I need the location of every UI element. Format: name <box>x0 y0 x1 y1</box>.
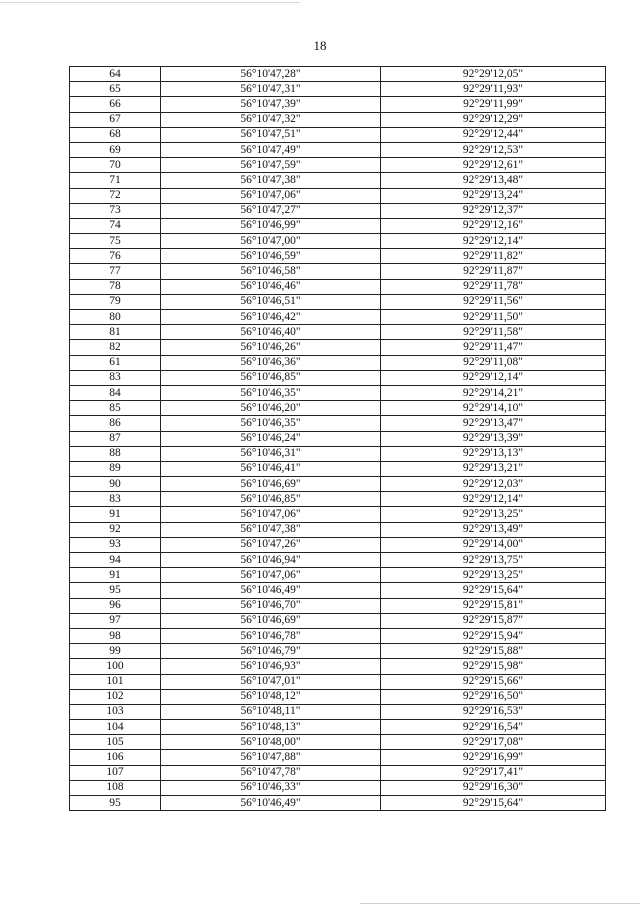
point-number-cell: 76 <box>70 249 161 264</box>
latitude-cell: 56°10'47,28" <box>161 67 381 82</box>
point-number-cell: 81 <box>70 325 161 340</box>
point-number-cell: 95 <box>70 583 161 598</box>
latitude-cell: 56°10'46,69" <box>161 477 381 492</box>
point-number-cell: 69 <box>70 142 161 157</box>
table-row <box>70 370 606 385</box>
table-row <box>70 142 606 157</box>
latitude-cell: 56°10'47,00" <box>161 234 381 249</box>
point-number-cell: 91 <box>70 568 161 583</box>
latitude-cell: 56°10'46,58" <box>161 264 381 279</box>
table-row <box>70 644 606 659</box>
longitude-cell: 92°29'12,37" <box>381 203 606 218</box>
latitude-cell: 56°10'46,85" <box>161 492 381 507</box>
table-row <box>70 355 606 370</box>
table-row <box>70 401 606 416</box>
table-row <box>70 67 606 82</box>
longitude-cell: 92°29'12,29" <box>381 112 606 127</box>
table-row <box>70 325 606 340</box>
point-number-cell: 66 <box>70 97 161 112</box>
point-number-cell: 107 <box>70 765 161 780</box>
table-row <box>70 522 606 537</box>
point-number-cell: 100 <box>70 659 161 674</box>
longitude-cell: 92°29'11,99" <box>381 97 606 112</box>
table-row <box>70 507 606 522</box>
latitude-cell: 56°10'47,88" <box>161 750 381 765</box>
table-row <box>70 279 606 294</box>
longitude-cell: 92°29'17,41" <box>381 765 606 780</box>
longitude-cell: 92°29'14,00" <box>381 537 606 552</box>
point-number-cell: 71 <box>70 173 161 188</box>
latitude-cell: 56°10'46,36" <box>161 355 381 370</box>
point-number-cell: 102 <box>70 689 161 704</box>
table-row <box>70 188 606 203</box>
point-number-cell: 61 <box>70 355 161 370</box>
table-row <box>70 158 606 173</box>
point-number-cell: 83 <box>70 370 161 385</box>
latitude-cell: 56°10'46,26" <box>161 340 381 355</box>
latitude-cell: 56°10'47,01" <box>161 674 381 689</box>
latitude-cell: 56°10'47,59" <box>161 158 381 173</box>
longitude-cell: 92°29'12,05" <box>381 67 606 82</box>
longitude-cell: 92°29'13,75" <box>381 553 606 568</box>
point-number-cell: 99 <box>70 644 161 659</box>
latitude-cell: 56°10'47,51" <box>161 127 381 142</box>
longitude-cell: 92°29'12,16" <box>381 218 606 233</box>
latitude-cell: 56°10'46,99" <box>161 218 381 233</box>
longitude-cell: 92°29'11,47" <box>381 340 606 355</box>
longitude-cell: 92°29'14,21" <box>381 385 606 400</box>
longitude-cell: 92°29'11,78" <box>381 279 606 294</box>
latitude-cell: 56°10'46,59" <box>161 249 381 264</box>
point-number-cell: 89 <box>70 461 161 476</box>
table-row <box>70 173 606 188</box>
longitude-cell: 92°29'15,94" <box>381 628 606 643</box>
latitude-cell: 56°10'46,24" <box>161 431 381 446</box>
longitude-cell: 92°29'15,81" <box>381 598 606 613</box>
point-number-cell: 90 <box>70 477 161 492</box>
longitude-cell: 92°29'13,25" <box>381 507 606 522</box>
latitude-cell: 56°10'47,31" <box>161 82 381 97</box>
point-number-cell: 65 <box>70 82 161 97</box>
table-row <box>70 674 606 689</box>
latitude-cell: 56°10'47,26" <box>161 537 381 552</box>
latitude-cell: 56°10'46,69" <box>161 613 381 628</box>
longitude-cell: 92°29'14,10" <box>381 401 606 416</box>
coordinates-table-body <box>70 67 606 811</box>
longitude-cell: 92°29'11,93" <box>381 82 606 97</box>
table-row <box>70 796 606 811</box>
table-row <box>70 249 606 264</box>
point-number-cell: 106 <box>70 750 161 765</box>
longitude-cell: 92°29'12,03" <box>381 477 606 492</box>
point-number-cell: 79 <box>70 294 161 309</box>
table-row <box>70 234 606 249</box>
latitude-cell: 56°10'48,11" <box>161 704 381 719</box>
point-number-cell: 80 <box>70 310 161 325</box>
latitude-cell: 56°10'46,46" <box>161 279 381 294</box>
latitude-cell: 56°10'46,78" <box>161 628 381 643</box>
longitude-cell: 92°29'11,82" <box>381 249 606 264</box>
scan-edge-bottom <box>360 903 640 904</box>
point-number-cell: 108 <box>70 780 161 795</box>
longitude-cell: 92°29'15,87" <box>381 613 606 628</box>
table-row <box>70 218 606 233</box>
table-row <box>70 537 606 552</box>
longitude-cell: 92°29'12,14" <box>381 370 606 385</box>
point-number-cell: 97 <box>70 613 161 628</box>
longitude-cell: 92°29'12,61" <box>381 158 606 173</box>
table-row <box>70 203 606 218</box>
table-row <box>70 628 606 643</box>
longitude-cell: 92°29'13,24" <box>381 188 606 203</box>
table-row <box>70 598 606 613</box>
latitude-cell: 56°10'46,51" <box>161 294 381 309</box>
longitude-cell: 92°29'13,49" <box>381 522 606 537</box>
latitude-cell: 56°10'46,35" <box>161 385 381 400</box>
longitude-cell: 92°29'16,54" <box>381 720 606 735</box>
table-row <box>70 310 606 325</box>
longitude-cell: 92°29'12,14" <box>381 492 606 507</box>
point-number-cell: 91 <box>70 507 161 522</box>
longitude-cell: 92°29'15,98" <box>381 659 606 674</box>
table-row <box>70 492 606 507</box>
point-number-cell: 88 <box>70 446 161 461</box>
point-number-cell: 86 <box>70 416 161 431</box>
longitude-cell: 92°29'13,47" <box>381 416 606 431</box>
point-number-cell: 82 <box>70 340 161 355</box>
latitude-cell: 56°10'46,31" <box>161 446 381 461</box>
point-number-cell: 67 <box>70 112 161 127</box>
latitude-cell: 56°10'47,32" <box>161 112 381 127</box>
latitude-cell: 56°10'46,49" <box>161 583 381 598</box>
point-number-cell: 77 <box>70 264 161 279</box>
latitude-cell: 56°10'47,06" <box>161 568 381 583</box>
table-row <box>70 720 606 735</box>
longitude-cell: 92°29'11,50" <box>381 310 606 325</box>
longitude-cell: 92°29'16,99" <box>381 750 606 765</box>
point-number-cell: 72 <box>70 188 161 203</box>
table-row <box>70 264 606 279</box>
point-number-cell: 75 <box>70 234 161 249</box>
table-row <box>70 97 606 112</box>
table-row <box>70 750 606 765</box>
page-number: 18 <box>313 38 327 53</box>
point-number-cell: 83 <box>70 492 161 507</box>
longitude-cell: 92°29'11,58" <box>381 325 606 340</box>
point-number-cell: 84 <box>70 385 161 400</box>
latitude-cell: 56°10'46,41" <box>161 461 381 476</box>
point-number-cell: 74 <box>70 218 161 233</box>
point-number-cell: 92 <box>70 522 161 537</box>
table-row <box>70 765 606 780</box>
table-row <box>70 613 606 628</box>
latitude-cell: 56°10'47,39" <box>161 97 381 112</box>
scan-edge-top <box>0 2 300 3</box>
latitude-cell: 56°10'46,35" <box>161 416 381 431</box>
table-row <box>70 477 606 492</box>
longitude-cell: 92°29'16,53" <box>381 704 606 719</box>
table-row <box>70 780 606 795</box>
table-row <box>70 568 606 583</box>
latitude-cell: 56°10'46,94" <box>161 553 381 568</box>
point-number-cell: 95 <box>70 796 161 811</box>
table-row <box>70 689 606 704</box>
latitude-cell: 56°10'46,33" <box>161 780 381 795</box>
longitude-cell: 92°29'12,44" <box>381 127 606 142</box>
table-row <box>70 735 606 750</box>
longitude-cell: 92°29'15,64" <box>381 583 606 598</box>
longitude-cell: 92°29'13,21" <box>381 461 606 476</box>
latitude-cell: 56°10'46,20" <box>161 401 381 416</box>
table-row <box>70 583 606 598</box>
table-row <box>70 294 606 309</box>
point-number-cell: 85 <box>70 401 161 416</box>
longitude-cell: 92°29'15,64" <box>381 796 606 811</box>
longitude-cell: 92°29'12,14" <box>381 234 606 249</box>
table-row <box>70 704 606 719</box>
longitude-cell: 92°29'17,08" <box>381 735 606 750</box>
latitude-cell: 56°10'46,79" <box>161 644 381 659</box>
point-number-cell: 94 <box>70 553 161 568</box>
coordinates-table <box>69 66 606 811</box>
longitude-cell: 92°29'13,25" <box>381 568 606 583</box>
longitude-cell: 92°29'13,13" <box>381 446 606 461</box>
table-row <box>70 385 606 400</box>
point-number-cell: 105 <box>70 735 161 750</box>
latitude-cell: 56°10'46,93" <box>161 659 381 674</box>
point-number-cell: 64 <box>70 67 161 82</box>
latitude-cell: 56°10'47,06" <box>161 507 381 522</box>
latitude-cell: 56°10'46,85" <box>161 370 381 385</box>
longitude-cell: 92°29'11,08" <box>381 355 606 370</box>
latitude-cell: 56°10'48,12" <box>161 689 381 704</box>
table-row <box>70 431 606 446</box>
longitude-cell: 92°29'13,39" <box>381 431 606 446</box>
table-row <box>70 82 606 97</box>
table-row <box>70 553 606 568</box>
latitude-cell: 56°10'47,06" <box>161 188 381 203</box>
point-number-cell: 104 <box>70 720 161 735</box>
point-number-cell: 73 <box>70 203 161 218</box>
latitude-cell: 56°10'47,38" <box>161 173 381 188</box>
point-number-cell: 70 <box>70 158 161 173</box>
table-row <box>70 416 606 431</box>
point-number-cell: 98 <box>70 628 161 643</box>
latitude-cell: 56°10'46,49" <box>161 796 381 811</box>
longitude-cell: 92°29'11,87" <box>381 264 606 279</box>
latitude-cell: 56°10'46,42" <box>161 310 381 325</box>
latitude-cell: 56°10'48,00" <box>161 735 381 750</box>
longitude-cell: 92°29'16,30" <box>381 780 606 795</box>
point-number-cell: 96 <box>70 598 161 613</box>
longitude-cell: 92°29'11,56" <box>381 294 606 309</box>
table-row <box>70 340 606 355</box>
longitude-cell: 92°29'15,88" <box>381 644 606 659</box>
latitude-cell: 56°10'47,27" <box>161 203 381 218</box>
point-number-cell: 93 <box>70 537 161 552</box>
longitude-cell: 92°29'13,48" <box>381 173 606 188</box>
latitude-cell: 56°10'48,13" <box>161 720 381 735</box>
point-number-cell: 101 <box>70 674 161 689</box>
longitude-cell: 92°29'15,66" <box>381 674 606 689</box>
table-row <box>70 446 606 461</box>
table-row <box>70 127 606 142</box>
longitude-cell: 92°29'12,53" <box>381 142 606 157</box>
latitude-cell: 56°10'46,70" <box>161 598 381 613</box>
latitude-cell: 56°10'46,40" <box>161 325 381 340</box>
table-row <box>70 659 606 674</box>
latitude-cell: 56°10'47,49" <box>161 142 381 157</box>
latitude-cell: 56°10'47,78" <box>161 765 381 780</box>
longitude-cell: 92°29'16,50" <box>381 689 606 704</box>
point-number-cell: 68 <box>70 127 161 142</box>
point-number-cell: 87 <box>70 431 161 446</box>
point-number-cell: 103 <box>70 704 161 719</box>
table-row <box>70 461 606 476</box>
latitude-cell: 56°10'47,38" <box>161 522 381 537</box>
point-number-cell: 78 <box>70 279 161 294</box>
table-row <box>70 112 606 127</box>
